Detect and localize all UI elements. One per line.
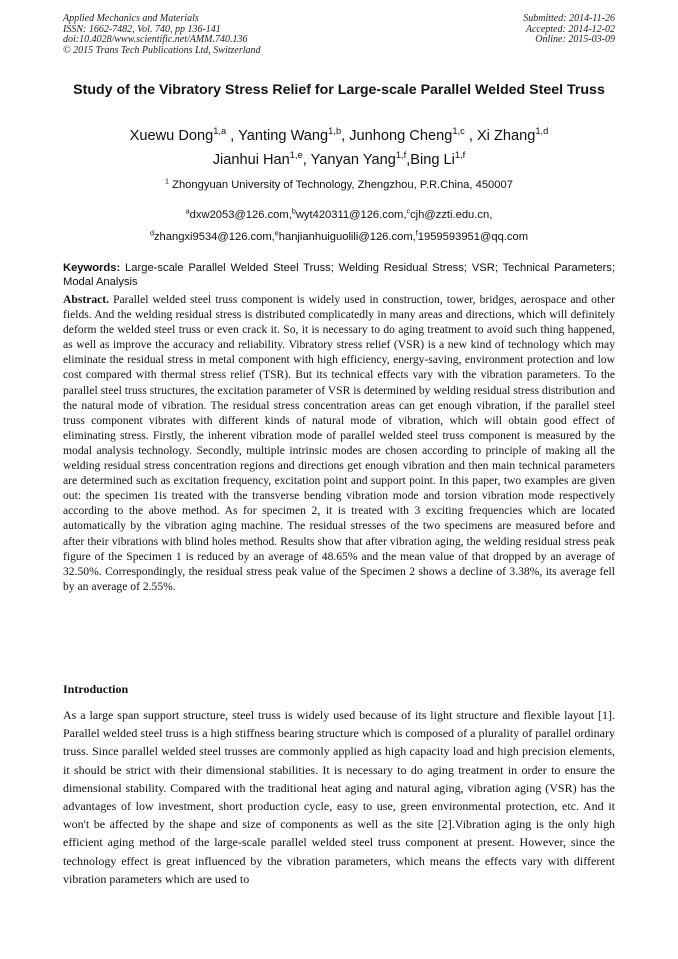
- introduction-heading: Introduction: [63, 682, 129, 696]
- abstract: [63, 292, 615, 594]
- author-affiliation-mark: 1,b: [328, 126, 342, 137]
- author-name: Bing Li: [410, 152, 455, 168]
- journal-issn: ISSN: 1662-7482, Vol. 740, pp 136-141: [63, 23, 221, 35]
- author-affiliation-mark: 1,a: [213, 126, 227, 137]
- submitted-date: Submitted: 2014-11-26: [523, 13, 615, 24]
- journal-name: Applied Mechanics and Materials: [63, 13, 199, 24]
- author-affiliation-mark: 1,f: [454, 150, 466, 161]
- email-address: wyt420311@126.com,: [295, 209, 407, 221]
- journal-header: [63, 14, 615, 56]
- keywords-text: Large-scale Parallel Welded Steel Truss; Welding Residual Stress; VSR; Technical Parameters; Modal Analysis: [63, 262, 615, 288]
- affiliation-mark: 1: [165, 177, 170, 186]
- email-address: zhangxi9534@126.com,: [153, 231, 275, 243]
- online-date: Online: 2015-03-09: [535, 34, 615, 46]
- author-name: Xuewu Dong: [129, 128, 214, 144]
- author-name: Xi Zhang: [476, 128, 536, 144]
- author-name: Jianhui Han: [212, 152, 290, 168]
- keywords: [63, 262, 615, 289]
- introduction-paragraph: As a large span support structure, steel truss is widely used because of its light structure and flexible layout [1]. Parallel welded steel truss is a high stiffness bearing structure which is composed of a plurality of parallel ordinary truss. Since parallel welded steel trusses are commonly applied as high capacity load and high precision elements, it should be strict with their dimensional stabilities. It is necessary to do aging treatment in order to ensure the dimensional stability. Compared with the traditional heat aging and natural aging, vibration aging (VSR) has the advantages of low investment, short production cycle, easy to use, green environmental protection, etc. And it won't be affected by the shape and size of components as well as the site [2].Vibration aging is the only high efficient aging method of the large-scale parallel welded steel truss component at present. However, since the technology effect is great influenced by the vibration parameters, which means the effects vary with different vibration parameters which are used to: [63, 708, 615, 886]
- publication-dates: [523, 14, 615, 56]
- author-affiliation-mark: 1,c: [452, 126, 465, 137]
- author-list: [40, 124, 638, 172]
- author-affiliation-mark: 1,e: [289, 150, 303, 161]
- journal-doi: doi:10.4028/www.scientific.net/AMM.740.136: [63, 34, 248, 46]
- email-address: 1959593951@qq.com: [417, 231, 529, 243]
- abstract-text: Parallel welded steel truss component is widely used in construction, tower, bridges, aerospace and other fields. And the welding residual stress is distributed complicatedly in many areas and directions, which will definitely deform the welded steel truss or even crack it. So, it is necessary to do aging treatment to avoid such thing happened, as well as improve the accuracy and reliability. Vibratory stress relief (VSR) is a new kind of technology which may eliminate the residual stress in metal component with high efficiency, energy-saving, environment protection and low cost compared with thermal stress relief (TSR). But its technical effects vary with the vibration parameters. To the parallel steel truss structures, the excitation parameter of VSR is determined by welding residual stress distribution and the natural mode of vibration. The residual stress concentration areas can get enough vibration, if the parallel steel truss component vibrates with different kinds of natural mode of vibration, which will obtain good effect of eliminating stress. Firstly, the inherent vibration mode of parallel welded steel truss component is measured by the modal analysis technology. Secondly, multiple intrinsic modes are chosen according to principle of making all the welding residual stress concentration regions and directions get enough vibration and then main technical parameters are determined such as excitation frequency, excitation point and support point. In this paper, two examples are given out: the specimen 1is treated with the transverse bending vibration mode and torsion vibration mode respectively according to the above method. As for specimen 2, it is treated with 3 exciting frequencies which are located automatically by the vibration aging machine. The residual stresses of the two specimens are measured before and after their vibrations with blind holes method. Results show that after vibration aging, the welding residual stress peak figure of the Specimen 1 is reduced by an average of 48.65% and the mean value of that dropped by an average of 32.50%. Correspondingly, the residual stress peak value of the Specimen 2 shows a decline of 3.38%, its average fell by an average of 2.55%.: [63, 293, 615, 593]
- email-address: dxw2053@126.com,: [189, 209, 292, 221]
- author-name: Junhong Cheng: [349, 128, 453, 144]
- keywords-label: Keywords:: [63, 262, 121, 274]
- author-name: Yanyan Yang: [310, 152, 396, 168]
- email-address: hanjianhuiguolili@126.com,: [278, 231, 416, 243]
- abstract-label: Abstract.: [63, 293, 110, 306]
- email-line-2: $^d$zhangxi9534@126.com,$^e$hanjianhuiguolili@126.com,$^f$1959593951@qq.com: [149, 229, 529, 243]
- journal-info: [63, 14, 261, 56]
- author-affiliation-mark: 1,d: [535, 126, 549, 137]
- author-name: Yanting Wang: [238, 128, 329, 144]
- affiliation-text: Zhongyuan University of Technology, Zhengzhou, P.R.China, 450007: [169, 179, 513, 191]
- affiliation: [40, 178, 638, 192]
- email-address: cjh@zzti.edu.cn,: [410, 209, 493, 221]
- author-line-2: Jianhui Han$^{1,e}$, Yanyan Yang$^{1,f}$,Bing Li$^{1,f}$: [212, 150, 466, 168]
- accepted-date: Accepted: 2014-12-02: [525, 23, 615, 35]
- author-emails: [40, 204, 638, 248]
- paper-title: Study of the Vibratory Stress Relief for Large-scale Parallel Welded Steel Truss: [73, 82, 605, 98]
- email-line-1: $^a$dxw2053@126.com,$^b$wyt420311@126.com,$^c$cjh@zzti.edu.cn,: [185, 207, 493, 221]
- author-affiliation-mark: 1,f: [395, 150, 407, 161]
- journal-copyright: © 2015 Trans Tech Publications Ltd, Switzerland: [63, 44, 261, 56]
- author-line-1: Xuewu Dong$^{1,a}$ , Yanting Wang$^{1,b}$, Junhong Cheng$^{1,c}$ , Xi Zhang$^{1,d}$: [129, 126, 549, 144]
